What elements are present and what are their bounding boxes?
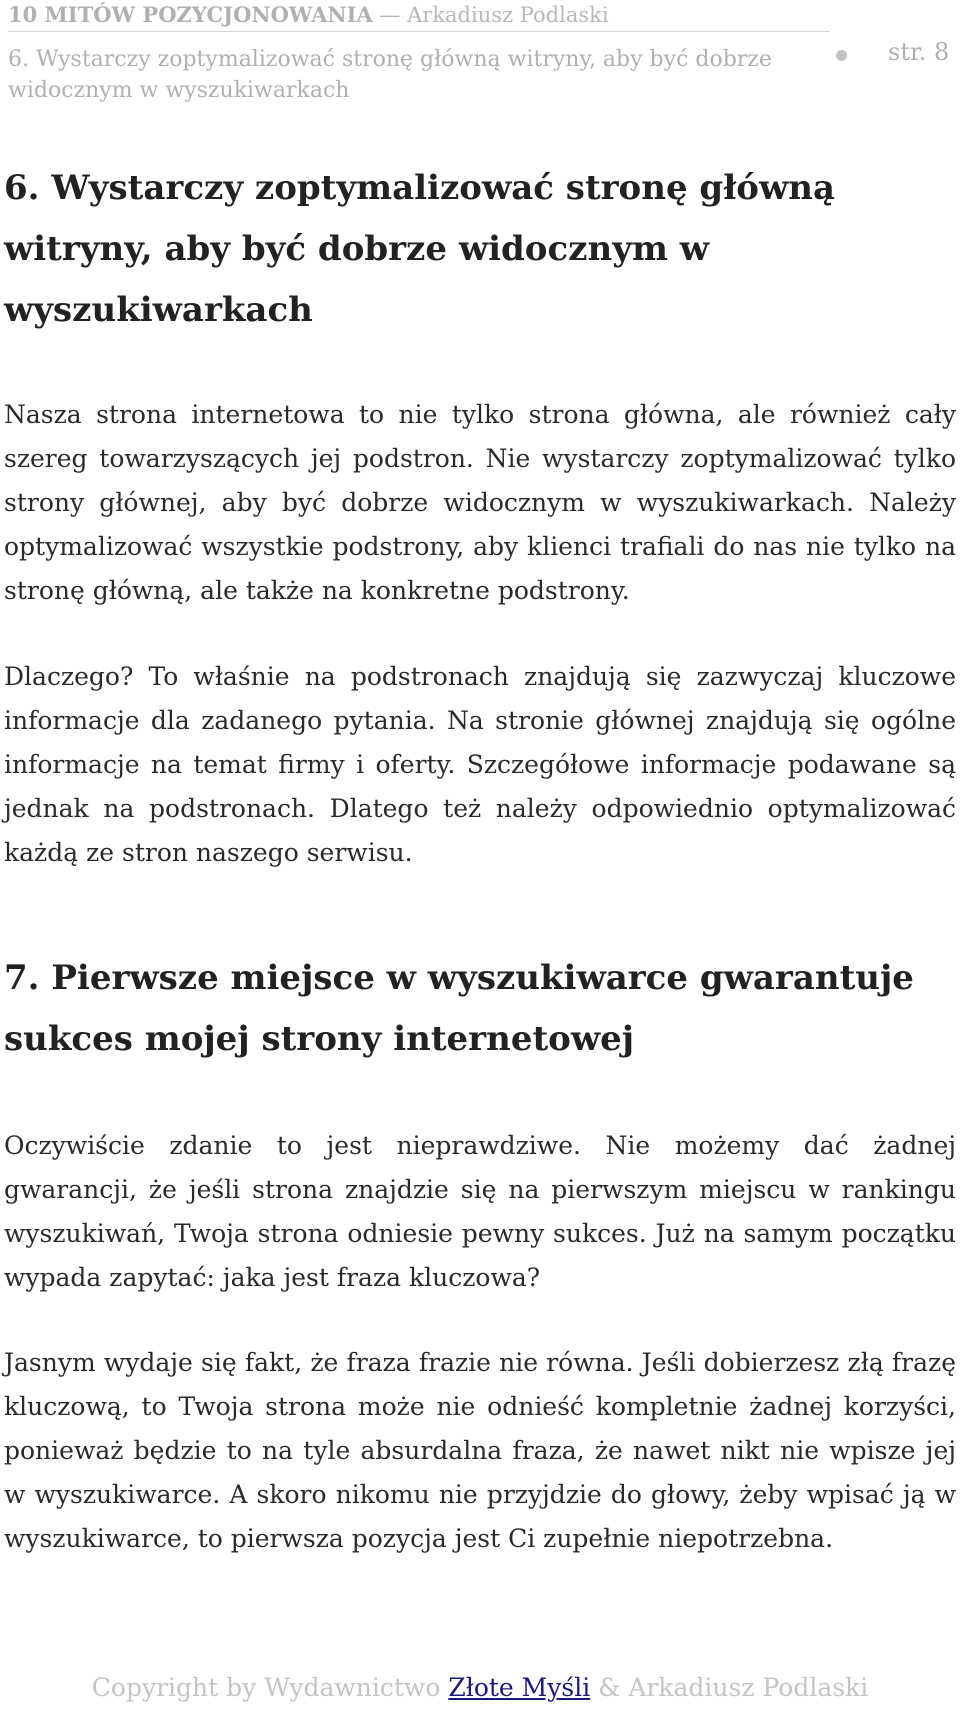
publisher-link[interactable]: Złote Myśli (448, 1673, 591, 1702)
page-number: str. 8 (888, 38, 950, 66)
author-name: Arkadiusz Podlaski (407, 3, 609, 27)
page-footer (0, 1673, 960, 1702)
section-6-heading: 6. Wystarczy zoptymalizować stronę główną witryny, aby być dobrze widocznym w wyszukiwarkach (4, 168, 835, 330)
copyright-text: Copyright by Wydawnictwo (91, 1673, 441, 1702)
section-6-paragraph-1: Nasza strona internetowa to nie tylko strona główna, ale również cały szereg towarzyszących jej podstron. Nie wystarczy zoptymalizować tylko strony głównej, aby być dobrze widocznym w wyszukiwarkach. Należy optymalizować wszystkie podstrony, aby klienci trafiali do nas nie tylko na stronę główną, ale także na konkretne podstrony. (4, 400, 956, 605)
copyright-author: & Arkadiusz Podlaski (598, 1673, 869, 1702)
chapter-title: 6. Wystarczy zoptymalizować stronę główną witryny, aby być dobrze widocznym w wyszukiwarkach (8, 47, 772, 103)
book-title: 10 MITÓW POZYCJONOWANIA (8, 2, 373, 27)
section-7-heading: 7. Pierwsze miejsce w wyszukiwarce gwarantuje sukces mojej strony internetowej (4, 958, 914, 1059)
section-7-paragraph-2: Jasnym wydaje się fakt, że fraza frazie nie równa. Jeśli dobierzesz złą frazę kluczową, to Twoja strona może nie odnieść kompletnie żadnej korzyści, ponieważ będzie to na tyle absurdalna fraza, że nawet nikt nie wpisze jej w wyszukiwarce. A skoro nikomu nie przyjdzie do głowy, żeby wpisać ją w wyszukiwarce, to pierwsza pozycja jest Ci zupełnie niepotrzebna. (4, 1348, 956, 1553)
running-header (8, 2, 830, 32)
section-7-paragraph-1: Oczywiście zdanie to jest nieprawdziwe. Nie możemy dać żadnej gwarancji, że jeśli strona znajdzie się na pierwszym miejscu w rankingu wyszukiwań, Twoja strona odniesie pewny sukces. Już na samym początku wypada zapytać: jaka jest fraza kluczowa? (4, 1131, 956, 1292)
bullet-dot-icon (836, 50, 847, 61)
header-separator: — (379, 3, 401, 27)
section-6-paragraph-2: Dlaczego? To właśnie na podstronach znajdują się zazwyczaj kluczowe informacje dla zadanego pytania. Na stronie głównej znajdują się ogólne informacje na temat firmy i oferty. Szczegółowe informacje podawane są jednak na podstronach. Dlatego też należy odpowiednio optymalizować każdą ze stron naszego serwisu. (4, 662, 956, 867)
